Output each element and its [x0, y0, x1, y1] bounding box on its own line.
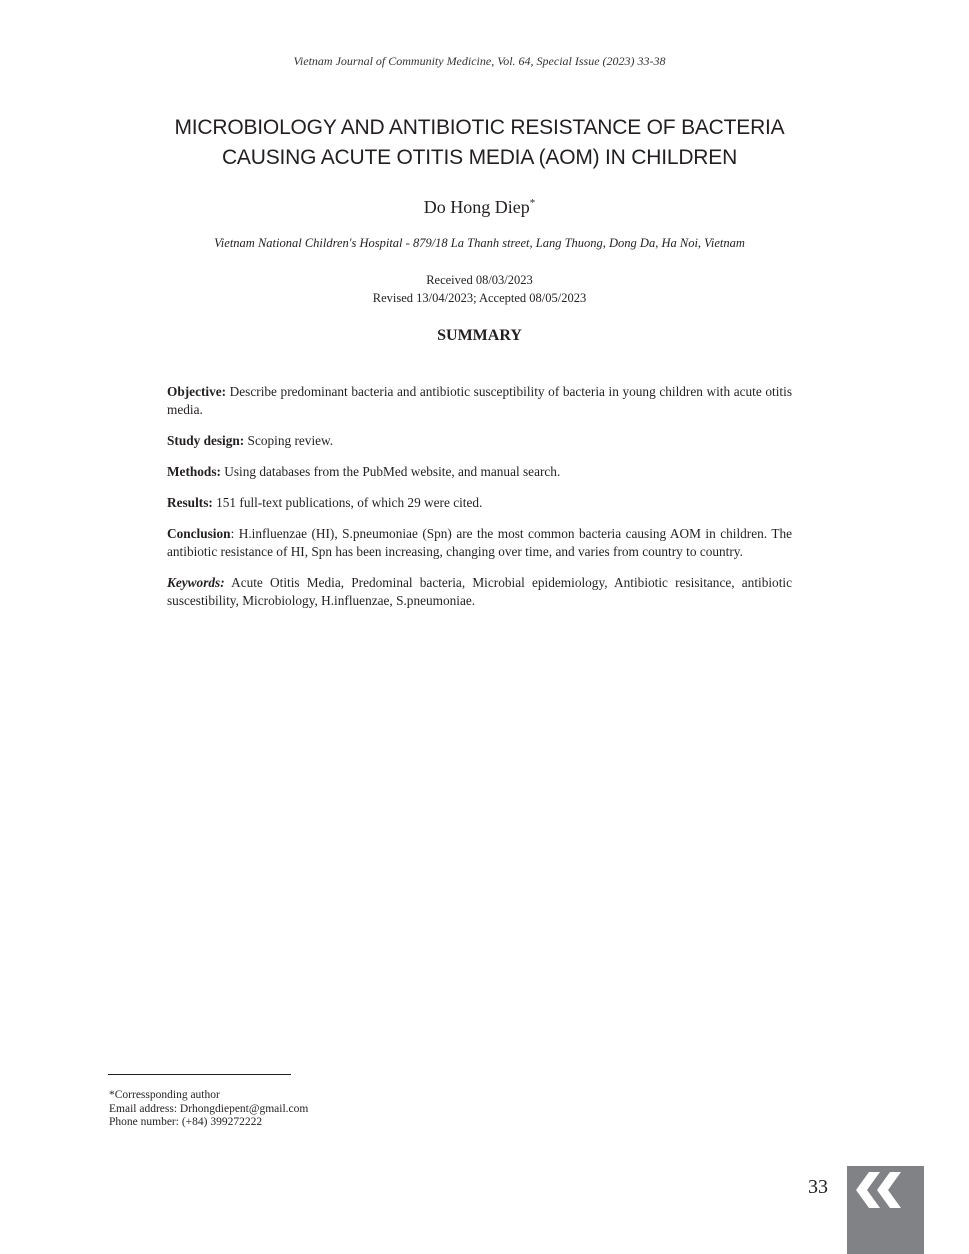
- publication-dates: [0, 271, 959, 307]
- page-number: 33: [808, 1176, 828, 1198]
- double-chevron-left-icon: [847, 1166, 924, 1254]
- abstract-objective: [167, 383, 792, 419]
- abstract: [167, 383, 792, 623]
- conclusion-text: : H.influenzae (HI), S.pneumoniae (Spn) are the most common bacteria causing AOM in children. The antibiotic resistance of HI, Spn has been increasing, changing over time, and varies from country to country.: [167, 526, 792, 559]
- summary-heading: SUMMARY: [437, 327, 522, 344]
- keywords-text: Acute Otitis Media, Predominal bacteria, Microbial epidemiology, Antibiotic resisitance, antibiotic suscestibility, Microbiology, H.influenzae, S.pneumoniae.: [167, 575, 792, 608]
- page-corner-block: [847, 1166, 924, 1254]
- affiliation: Vietnam National Children's Hospital - 879/18 La Thanh street, Lang Thuong, Dong Da, Ha Noi, Vietnam: [214, 236, 745, 250]
- author-name: Do Hong Diep: [423, 197, 530, 217]
- revised-accepted-date: Revised 13/04/2023; Accepted 08/05/2023: [372, 291, 587, 305]
- abstract-conclusion: [167, 525, 792, 561]
- paper-title: [100, 113, 859, 173]
- methods-text: Using databases from the PubMed website, and manual search.: [220, 464, 561, 479]
- abstract-results: [167, 494, 792, 512]
- results-text: 151 full-text publications, of which 29 were cited.: [212, 495, 483, 510]
- phone-number: Phone number: (+84) 399272222: [109, 1116, 263, 1128]
- conclusion-label: Conclusion: [167, 526, 231, 541]
- journal-header: Vietnam Journal of Community Medicine, Vol. 64, Special Issue (2023) 33-38: [293, 54, 666, 68]
- objective-text: Describe predominant bacteria and antibiotic susceptibility of bacteria in young children with acute otitis media.: [167, 384, 792, 417]
- corresponding-author-note: *Corressponding author: [109, 1089, 220, 1101]
- paper-title-line-2: CAUSING ACUTE OTITIS MEDIA (AOM) IN CHILDREN: [221, 146, 738, 169]
- email-address: Email address: Drhongdiepent@gmail.com: [109, 1102, 309, 1115]
- keywords-label: Keywords:: [167, 575, 225, 590]
- abstract-study-design: [167, 432, 792, 450]
- footnote: [109, 1089, 509, 1130]
- objective-label: Objective:: [167, 384, 227, 399]
- methods-label: Methods:: [167, 464, 221, 479]
- author-line: [0, 197, 959, 218]
- author-mark: *: [529, 197, 536, 209]
- study-design-label: Study design:: [167, 433, 245, 448]
- footnote-divider: [108, 1074, 291, 1075]
- abstract-methods: [167, 463, 792, 481]
- study-design-text: Scoping review.: [244, 433, 334, 448]
- paper-title-line-1: MICROBIOLOGY AND ANTIBIOTIC RESISTANCE OF BACTERIA: [174, 116, 785, 139]
- abstract-keywords: [167, 574, 792, 610]
- received-date: Received 08/03/2023: [426, 273, 533, 287]
- results-label: Results:: [167, 495, 213, 510]
